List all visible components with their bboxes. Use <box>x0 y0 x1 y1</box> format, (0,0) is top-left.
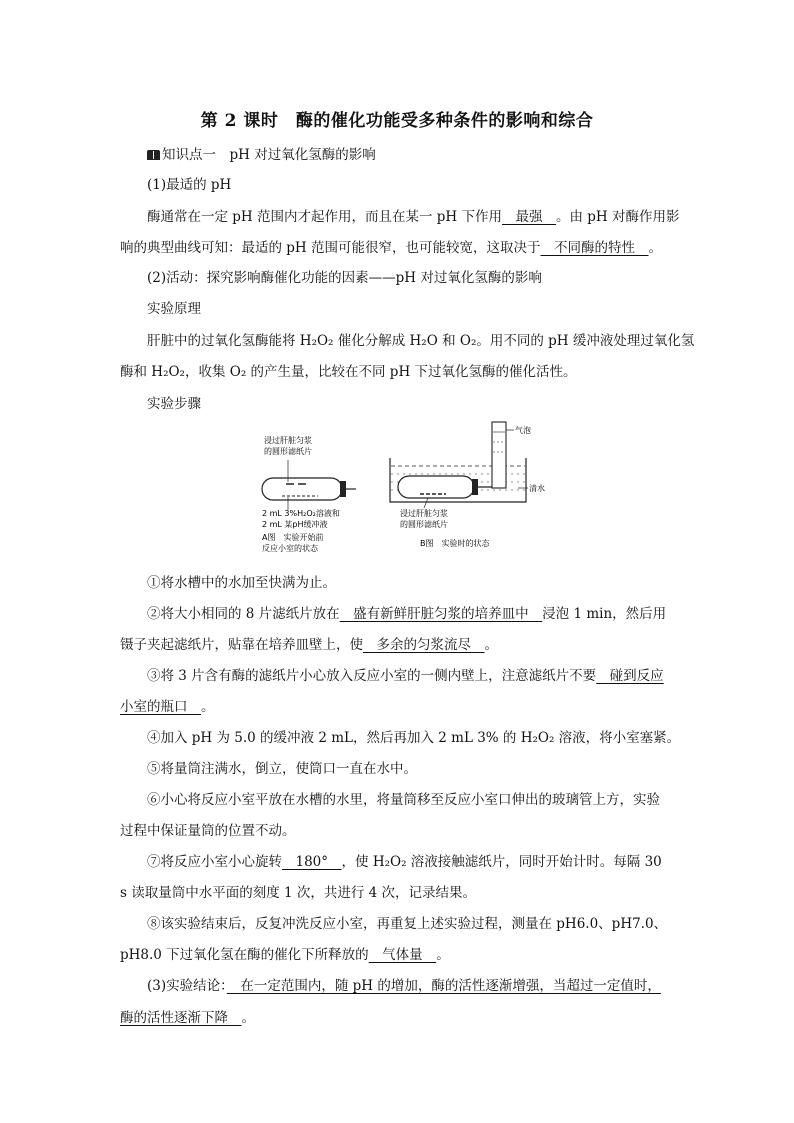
step-7-line <box>147 852 680 872</box>
page-title: 第 2 课时 酶的催化功能受多种条件的影响和综合 <box>200 111 594 131</box>
text: 。 <box>201 699 215 715</box>
experiment-figure <box>248 418 548 568</box>
principle-heading: 实验原理 <box>147 301 201 317</box>
answer: 气体量 <box>368 947 437 963</box>
answer: 酶的活性逐渐下降 <box>120 1010 242 1026</box>
text: 浸泡 1 min，然后用 <box>542 606 667 622</box>
text: ⑦将反应小室小心旋转 <box>147 854 282 870</box>
reaction-chamber-a <box>262 478 342 500</box>
text: 酶通常在一定 pH 范围内才起作用，而且在某一 pH 下作用 <box>147 209 502 225</box>
stopper-a <box>340 481 346 497</box>
figure-caption: 反应小室的状态 <box>262 544 318 553</box>
figure-b <box>390 422 545 548</box>
step-7-line: s 读取量筒中水平面的刻度 1 次，共进行 4 次，记录结果。 <box>120 885 477 901</box>
answer: 小室的瓶口 <box>120 699 201 715</box>
text: 。 <box>484 637 498 653</box>
text: (3)实验结论： <box>147 978 227 994</box>
step-3-line <box>147 666 680 686</box>
paragraph-line: 酶和 H₂O₂，收集 O₂ 的产生量，比较在不同 pH 下过氧化氢酶的催化活性。 <box>120 364 577 380</box>
figure-label: 清水 <box>529 484 545 493</box>
answer: 多余的匀浆流尽 <box>363 637 485 653</box>
subsection-2-heading: (2)活动：探究影响酶催化功能的因素——pH 对过氧化氢酶的影响 <box>147 270 542 286</box>
paragraph-line <box>147 207 680 227</box>
subsection-1-heading: (1)最适的 pH <box>147 177 232 193</box>
paragraph-line <box>120 238 680 258</box>
figure-label: 2 mL 3%H₂O₂溶液和 <box>262 509 340 518</box>
book-icon <box>147 150 160 160</box>
answer: 最强 <box>502 209 556 225</box>
step-2-line <box>147 604 680 624</box>
text: 镊子夹起滤纸片，贴靠在培养皿壁上，使 <box>120 637 363 653</box>
section-heading <box>147 145 707 165</box>
step-8-line <box>120 945 680 965</box>
answer: 180° <box>282 854 342 870</box>
text: 响的典型曲线可知：最适的 pH 范围可能很窄，也可能较宽，这取决于 <box>120 240 541 256</box>
text: 。 <box>436 947 450 963</box>
steps-heading: 实验步骤 <box>147 396 201 412</box>
figure-label: 的圆形滤纸片 <box>400 520 448 529</box>
text: pH8.0 下过氧化氢在酶的催化下所释放的 <box>120 947 369 963</box>
text: ②将大小相同的 8 片滤纸片放在 <box>147 606 340 622</box>
text: ，使 H₂O₂ 溶液接触滤纸片，同时开始计时。每隔 30 <box>341 854 662 870</box>
step-5: ⑤将量筒注满水，倒立，使筒口一直在水中。 <box>147 761 417 777</box>
conclusion-line <box>120 1008 680 1028</box>
step-4: ④加入 pH 为 5.0 的缓冲液 2 mL，然后再加入 2 mL 3% 的 H₂O₂ 溶液，将小室塞紧。 <box>147 730 681 746</box>
text: ③将 3 片含有酶的滤纸片小心放入反应小室的一侧内壁上，注意滤纸片不要 <box>147 668 597 684</box>
answer: 碰到反应 <box>596 668 664 684</box>
conclusion-line <box>147 976 680 996</box>
step-8-line: ⑧该实验结束后，反复冲洗反应小室，再重复上述实验过程，测量在 pH6.0、pH7.0、 <box>147 916 668 932</box>
figure-label: 浸过肝脏匀浆 <box>264 436 312 445</box>
step-6-line: ⑥小心将反应小室平放在水槽的水里，将量筒移至反应小室口伸出的玻璃管上方，实验 <box>147 792 660 808</box>
answer: 盛有新鲜肝脏匀浆的培养皿中 <box>339 606 543 622</box>
section-label: 知识点一 pH 对过氧化氢酶的影响 <box>162 147 376 163</box>
figure-caption: A图 实验开始前 <box>262 533 324 542</box>
figure-label: 的圆形滤纸片 <box>264 447 312 456</box>
figure-label: 气泡 <box>515 426 531 435</box>
text: 。 <box>241 1010 255 1026</box>
leader-line <box>424 498 428 508</box>
text: 。 <box>648 240 662 256</box>
answer: 在一定范围内，随 pH 的增加，酶的活性逐渐增强，当超过一定值时， <box>226 978 661 994</box>
answer: 不同酶的特性 <box>540 240 649 256</box>
stopper-b <box>472 479 478 495</box>
step-3-line <box>120 697 680 717</box>
figure-caption: B图 实验时的状态 <box>420 539 490 548</box>
paragraph-line: 肝脏中的过氧化氢酶能将 H₂O₂ 催化分解成 H₂O 和 O₂。用不同的 pH 缓冲液处理过氧化氢 <box>147 333 695 349</box>
figure-label: 2 mL 某pH缓冲液 <box>262 520 328 529</box>
step-2-line <box>120 635 680 655</box>
text: 。由 pH 对酶作用影 <box>556 209 680 225</box>
step-6-line: 过程中保证量筒的位置不动。 <box>120 823 296 839</box>
step-1: ①将水槽中的水加至快满为止。 <box>147 575 336 591</box>
figure-label: 浸过肝脏匀浆 <box>400 509 448 518</box>
figure-a <box>262 435 356 553</box>
